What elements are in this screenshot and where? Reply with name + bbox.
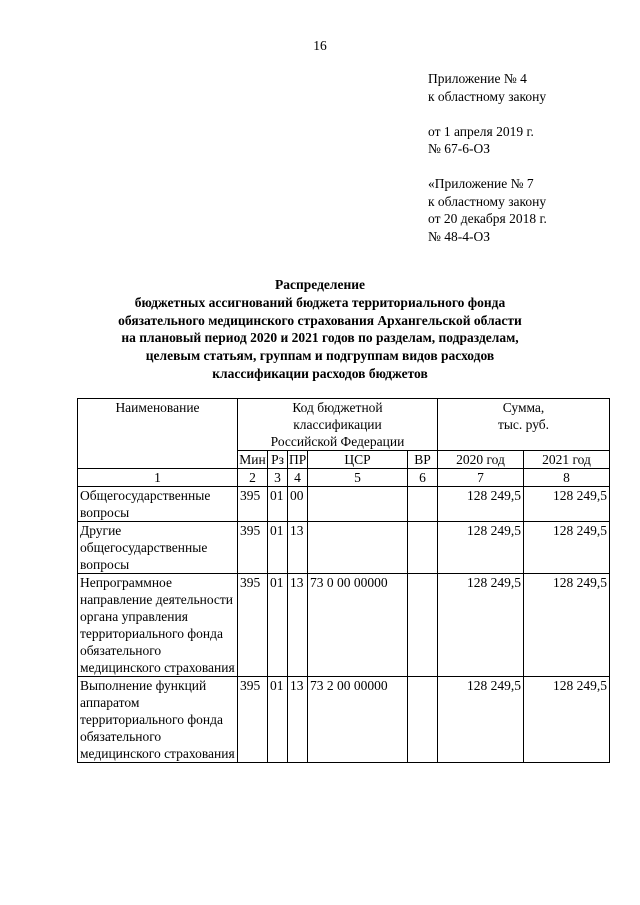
row-2020: 128 249,5 — [438, 487, 524, 522]
row-min: 395 — [238, 574, 268, 677]
header-min: Мин — [239, 452, 266, 467]
row-2020: 128 249,5 — [438, 522, 524, 574]
row-pr: 00 — [288, 487, 308, 522]
row-name: Выполнение функций аппаратом территориального фонда обязательного медицинского страхования — [78, 677, 238, 763]
appendix-line: Приложение № 4 — [428, 71, 527, 86]
title-line: Распределение — [274, 277, 366, 292]
row-2021: 128 249,5 — [524, 522, 610, 574]
row-2021: 128 249,5 — [524, 677, 610, 763]
column-number: 2 — [238, 469, 268, 487]
column-number: 5 — [308, 469, 408, 487]
appendix-header — [428, 70, 547, 263]
title-line: целевым статьям, группам и подгруппам видов расходов — [145, 348, 495, 364]
row-csr: 73 0 00 00000 — [308, 574, 408, 677]
header-2021: 2021 год — [524, 451, 610, 469]
row-name: Другие общегосударственные вопросы — [78, 522, 238, 574]
title-line: обязательного медицинского страхования Архангельской области — [118, 312, 522, 328]
row-name: Непрограммное направление деятельности органа управления территориального фонда обязательного медицинского страхования — [78, 574, 238, 677]
row-rz: 01 — [268, 677, 288, 763]
row-min: 395 — [238, 677, 268, 763]
table-row — [78, 487, 610, 522]
column-number: 7 — [438, 469, 524, 487]
budget-table — [77, 398, 610, 763]
row-vr — [408, 487, 438, 522]
row-min: 395 — [238, 487, 268, 522]
row-rz: 01 — [268, 574, 288, 677]
row-min: 395 — [238, 522, 268, 574]
column-number: 1 — [78, 469, 238, 487]
row-2021: 128 249,5 — [524, 574, 610, 677]
row-name: Общегосударственные вопросы — [78, 487, 238, 522]
row-pr: 13 — [288, 522, 308, 574]
row-rz: 01 — [268, 487, 288, 522]
header-name: Наименование — [78, 399, 238, 469]
column-number: 6 — [408, 469, 438, 487]
title-line: бюджетных ассигнований бюджета территориального фонда — [134, 294, 506, 310]
row-vr — [408, 522, 438, 574]
appendix-line: к областному закону — [428, 88, 547, 104]
column-number: 8 — [524, 469, 610, 487]
row-rz: 01 — [268, 522, 288, 574]
header-code: Код бюджетной классификации Российской Федерации — [238, 399, 438, 451]
table-row — [78, 522, 610, 574]
appendix-line: от 20 декабря 2018 г. — [428, 211, 547, 226]
header-sum: Сумма, тыс. руб. — [438, 399, 610, 451]
appendix-line: № 67-6-ОЗ — [428, 141, 491, 156]
row-vr — [408, 677, 438, 763]
column-number: 4 — [288, 469, 308, 487]
row-2020: 128 249,5 — [438, 677, 524, 763]
column-number: 3 — [268, 469, 288, 487]
page-number: 16 — [313, 38, 327, 53]
header-2020: 2020 год — [438, 451, 524, 469]
appendix-line: № 48-4-ОЗ — [428, 228, 491, 244]
row-vr — [408, 574, 438, 677]
document-title — [0, 276, 640, 383]
table-row — [78, 677, 610, 763]
row-pr: 13 — [288, 677, 308, 763]
row-2021: 128 249,5 — [524, 487, 610, 522]
row-csr — [308, 487, 408, 522]
header-pr: ПР — [289, 452, 307, 467]
title-line: классификации расходов бюджетов — [212, 365, 428, 381]
header-vr: ВР — [408, 451, 438, 469]
row-csr — [308, 522, 408, 574]
header-csr: ЦСР — [308, 451, 408, 469]
table-row — [78, 574, 610, 677]
column-number-row — [78, 469, 610, 487]
title-line: на плановый период 2020 и 2021 годов по разделам, подразделам, — [121, 330, 519, 346]
appendix-line: от 1 апреля 2019 г. — [428, 123, 534, 139]
row-pr: 13 — [288, 574, 308, 677]
header-rz: Рз — [268, 451, 288, 469]
appendix-line: «Приложение № 7 — [428, 176, 534, 191]
row-csr: 73 2 00 00000 — [308, 677, 408, 763]
row-2020: 128 249,5 — [438, 574, 524, 677]
appendix-line: к областному закону — [428, 193, 547, 209]
